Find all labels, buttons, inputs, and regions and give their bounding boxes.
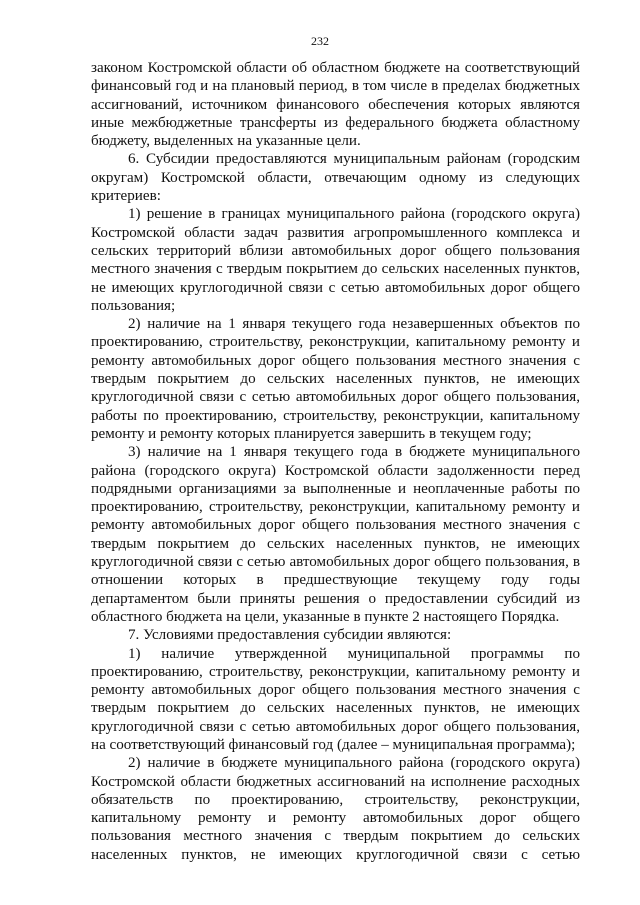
paragraph-condition-2: 2) наличие в бюджете муниципального района (городского округа) Костромской области бюджетных ассигнований на исполнение расходных обязательств по проектированию, строительству, реконструкции, капитальному ремонту и ремонту автомобильных дорог общего пользования местного значения с твердым покрытием до сельских населенных пунктов, не имеющих круглогодичной связи с сетью [91,755,580,863]
page-number: 232 [311,34,329,48]
paragraph-criterion-3: 3) наличие на 1 января текущего года в бюджете муниципального района (городского округа) Костромской области задолженности перед подрядными организациями за выполненные и неоплаченные работы по проектированию, строительству, реконструкции, капитальному ремонту и ремонту автомобильных дорог общего пользования местного значения с твердым покрытием до сельских населенных пунктов, не имеющих круглогодичной связи с сетью автомобильных дорог общего пользования, в отношении которых в предшествующие текущему году годы департаментом были приняты решения о предоставлении субсидий из областного бюджета на цели, указанные в пункте 2 настоящего Порядка. [91,444,580,625]
paragraph-criterion-1: 1) решение в границах муниципального района (городского округа) Костромской области задач развития агропромышленного комплекса и сельских территорий вблизи автомобильных дорог общего пользования местного значения с твердым покрытием до сельских населенных пунктов, не имеющих круглогодичной связи с сетью автомобильных дорог общего пользования; [91,206,580,314]
document-body [91,59,580,864]
paragraph-criterion-2: 2) наличие на 1 января текущего года незавершенных объектов по проектированию, строительству, реконструкции, капитальному ремонту и ремонту автомобильных дорог общего пользования местного значения с твердым покрытием до сельских населенных пунктов, не имеющих круглогодичной связи с сетью автомобильных дорог общего пользования, работы по проектированию, строительству, реконструкции, капитальному ремонту и ремонту которых планируется завершить в текущем году; [91,316,580,442]
paragraph-budget-law-continuation: законом Костромской области об областном бюджете на соответствующий финансовый год и на плановый период, в том числе в пределах бюджетных ассигнований, источником финансового обеспечения которых являются иные межбюджетные трансферты из федерального бюджета областному бюджету, выделенных на указанные цели. [91,60,580,150]
paragraph-clause-7-conditions: 7. Условиями предоставления субсидии являются: [128,627,452,644]
paragraph-condition-1: 1) наличие утвержденной муниципальной программы по проектированию, строительству, реконструкции, капитальному ремонту и ремонту автомобильных дорог общего пользования местного значения с твердым покрытием до сельских населенных пунктов, не имеющих круглогодичной связи с сетью автомобильных дорог общего пользования, на соответствующий финансовый год (далее – муниципальная программа); [91,645,580,753]
paragraph-clause-6-subsidies: 6. Субсидии предоставляются муниципальным районам (городским округам) Костромской области, отвечающим одному из следующих критериев: [91,151,580,205]
